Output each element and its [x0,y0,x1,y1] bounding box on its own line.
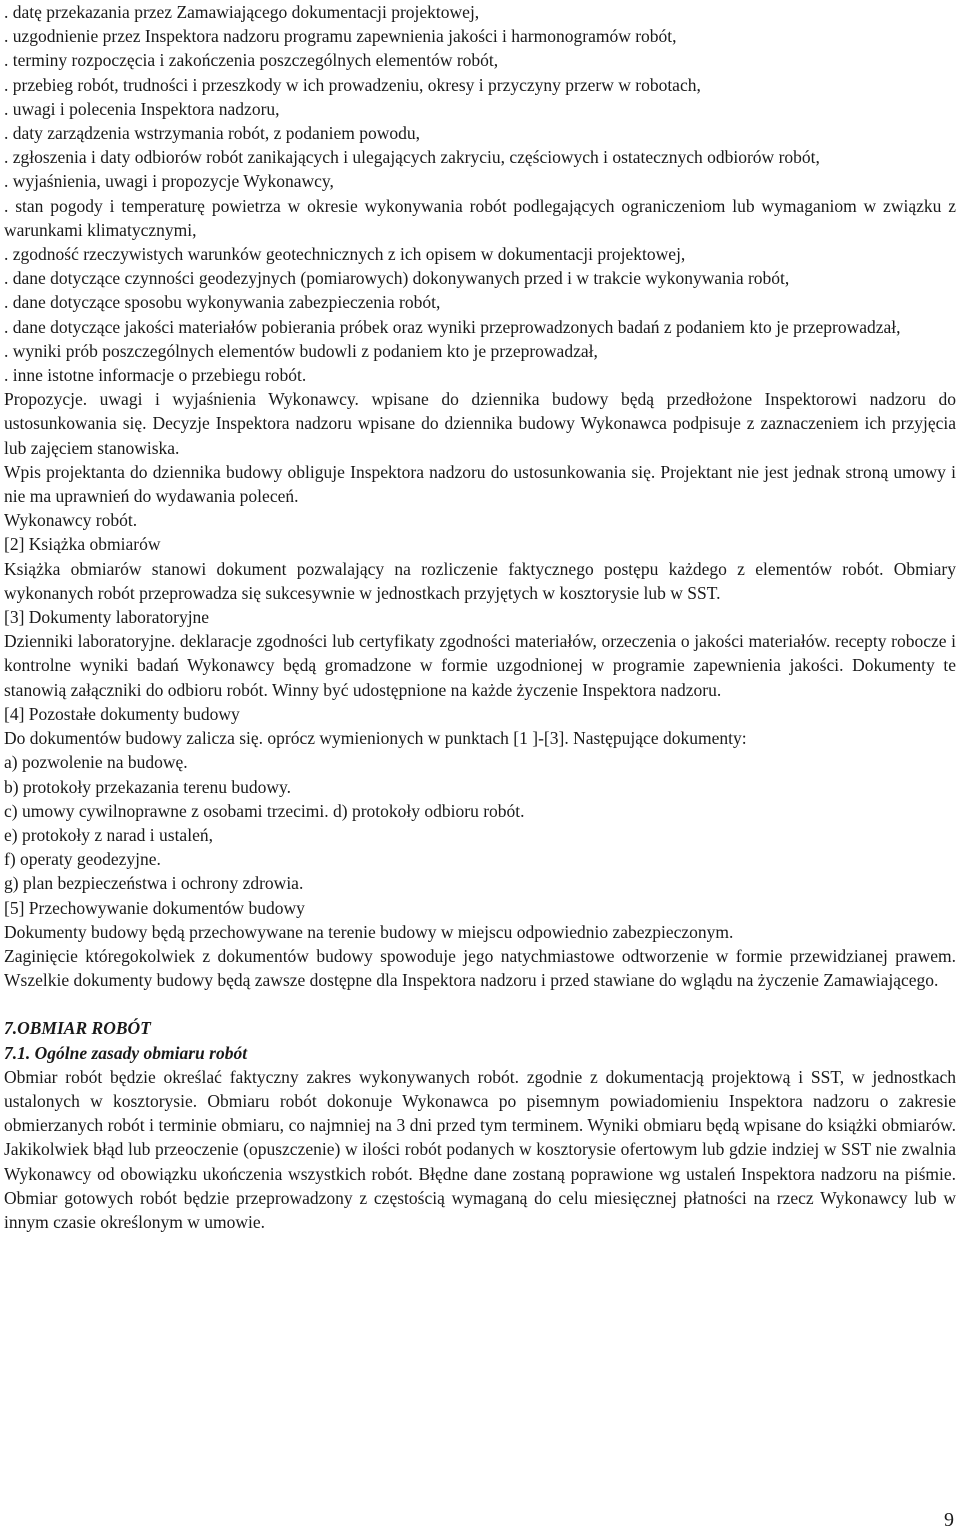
section-4-item: g) plan bezpieczeństwa i ochrony zdrowia. [4,873,304,894]
section-3-body: Dzienniki laboratoryjne. deklaracje zgodności lub certyfikaty zgodności materiałów, orzeczenia o jakości materiałów. recepty robocze i kontrolne wyniki badań Wykonawcy będą gromadzone w formie uzgodnionej w programie zapewnienia jakości. Dokumenty te stanowią załączniki do odbioru robót. Winny być udostępnione na każde życzenie Inspektora nadzoru. [4,631,956,700]
section-5-body-1: Dokumenty budowy będą przechowywane na terenie budowy w miejscu odpowiednio zabezpieczonym. [4,921,734,942]
section-2-body: Książka obmiarów stanowi dokument pozwalający na rozliczenie faktycznego postępu każdego z elementów robót. Obmiary wykonanych robót przeprowadza się sukcesywnie w jednostkach przyjętych w kosztorysie lub w SST. [4,558,956,603]
section-4-item: c) umowy cywilnoprawne z osobami trzecimi. d) protokoły odbioru robót. [4,800,525,821]
designer-paragraph: Wpis projektanta do dziennika budowy obliguje Inspektora nadzoru do ustosunkowania się. Projektant nie jest jednak stroną umowy i nie ma uprawnień do wydawania poleceń. [4,461,956,507]
section-4-item: e) protokoły z narad i ustaleń, [4,824,213,845]
section-4-item: b) protokoły przekazania terenu budowy. [4,776,292,797]
list-item: . wyjaśnienia, uwagi i propozycje Wykonawcy, [4,171,334,192]
list-item: . przebieg robót, trudności i przeszkody w ich prowadzeniu, okresy i przyczyny przerw w robotach, [4,74,701,95]
document-body [4,0,956,1234]
list-item: . zgodność rzeczywistych warunków geotechnicznych z ich opisem w dokumentacji projektowej, [4,244,686,265]
section-5-body-2: Zaginięcie któregokolwiek z dokumentów budowy spowoduje jego natychmiastowe odtworzenie w formie przewidzianej prawem. Wszelkie dokumenty budowy będą zawsze dostępne dla Inspektora nadzoru i przed stawiane do wglądu na życzenie Zamawiającego. [4,945,956,991]
list-item: . wyniki prób poszczególnych elementów budowli z podaniem kto je przeprowadzał, [4,340,598,361]
chapter-7-subheading: 7.1. Ogólne zasady obmiaru robót [4,1042,248,1063]
list-item: . uzgodnienie przez Inspektora nadzoru programu zapewnienia jakości i harmonogramów robót, [4,26,677,47]
document-page [4,0,956,1234]
list-item: . terminy rozpoczęcia i zakończenia poszczególnych elementów robót, [4,50,499,71]
section-spacer [4,992,956,1016]
list-item: . inne istotne informacje o przebiegu robót. [4,365,307,386]
chapter-7-body: Obmiar robót będzie określać faktyczny zakres wykonywanych robót. zgodnie z dokumentacją projektową i SST, w jednostkach ustalonych w kosztorysie. Obmiaru robót dokonuje Wykonawca po pisemnym powiadomieniu Inspektora nadzoru o zakresie obmierzanych robót i terminie obmiaru, co najmniej na 3 dni przed tym terminem. Wyniki obmiaru będą wpisane do książki obmiarów. Jakikolwiek błąd lub przeoczenie (opuszczenie) w ilości robót podanych w kosztorysie ofertowym lub gdzie indziej w SST nie zwalnia Wykonawcy od obowiązku ukończenia wszystkich robót. Błędne dane zostaną poprawione wg ustaleń Inspektora nadzoru na piśmie. Obmiar gotowych robót będzie przeprowadzony z częstością wymaganą do celu miesięcznej płatności na rzecz Wykonawcy lub w innym czasie określonym w umowie. [4,1066,956,1232]
proposals-paragraph: Propozycje. uwagi i wyjaśnienia Wykonawcy. wpisane do dziennika budowy będą przedłożone Inspektorowi nadzoru do ustosunkowania się. Decyzje Inspektora nadzoru wpisane do dziennika budowy Wykonawca podpisuje z zaznaczeniem ich przyjęcia lub zajęciem stanowiska. [4,389,956,458]
list-item: . datę przekazania przez Zamawiającego dokumentacji projektowej, [4,2,480,22]
page-number: 9 [944,1509,954,1531]
section-3-heading: [3] Dokumenty laboratoryjne [4,607,210,628]
chapter-7-heading: 7.OBMIAR ROBÓT [4,1018,151,1039]
list-item: . zgłoszenia i daty odbiorów robót zanikających i ulegających zakryciu, częściowych i ostatecznych odbiorów robót, [4,147,820,168]
contractor-works-line: Wykonawcy robót. [4,510,138,531]
section-4-heading: [4] Pozostałe dokumenty budowy [4,703,240,724]
list-item: . daty zarządzenia wstrzymania robót, z podaniem powodu, [4,123,420,144]
list-item: . dane dotyczące sposobu wykonywania zabezpieczenia robót, [4,292,441,313]
section-2-heading: [2] Książka obmiarów [4,534,161,555]
section-4-item: f) operaty geodezyjne. [4,849,161,870]
list-item: . uwagi i polecenia Inspektora nadzoru, [4,98,280,119]
section-4-intro: Do dokumentów budowy zalicza się. oprócz wymienionych w punktach [1 ]-[3]. Następujące dokumenty: [4,728,747,749]
section-5-heading: [5] Przechowywanie dokumentów budowy [4,897,305,918]
list-item: . stan pogody i temperaturę powietrza w okresie wykonywania robót podlegających ograniczeniom lub wymaganiom w związku z warunkami klimatycznymi, [4,195,956,240]
section-4-item: a) pozwolenie na budowę. [4,752,188,773]
list-item: . dane dotyczące czynności geodezyjnych (pomiarowych) dokonywanych przed i w trakcie wykonywania robót, [4,268,790,289]
diary-entries-list [4,0,956,387]
list-item: . dane dotyczące jakości materiałów pobierania próbek oraz wyniki przeprowadzonych badań z podaniem kto je przeprowadzał, [4,316,901,337]
